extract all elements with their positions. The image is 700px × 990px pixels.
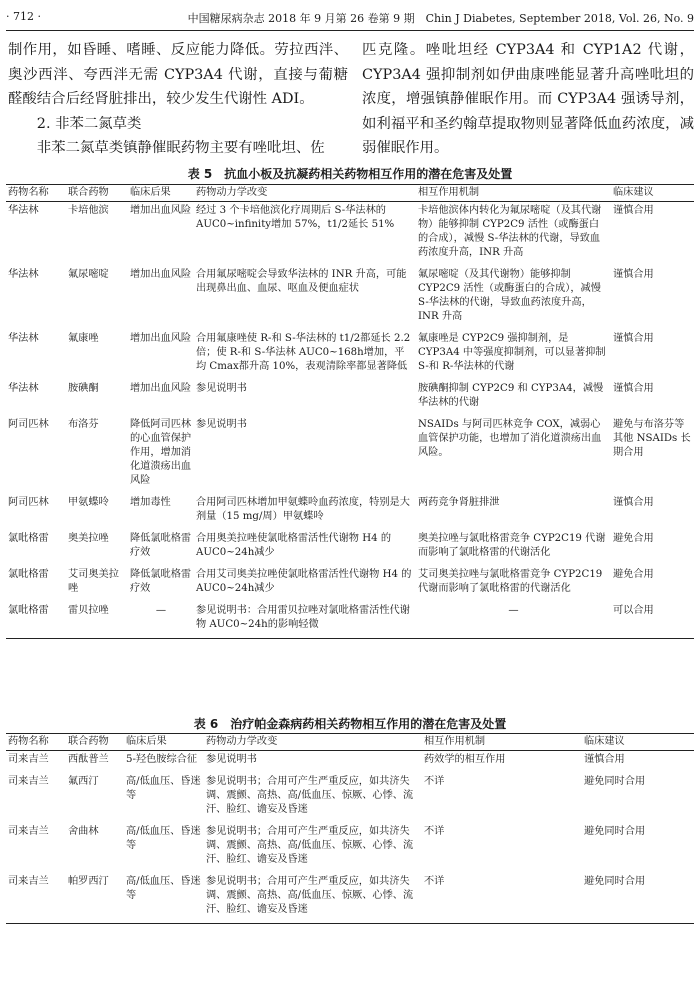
table-cell: 参见说明书；合用可产生严重反应，如共济失调、震颤、高热、高/低血压、惊厥、心悸、流汗、脸红、谵妄及昏迷	[206, 826, 414, 865]
table-cell: 高/低血压、昏迷等	[126, 826, 201, 851]
column-header: 药物动力学改变	[194, 185, 416, 202]
table-cell: 经过 3 个卡培他滨化疗周期后 S-华法林的 AUC0~infinity增加 57%，t1/2延长 51%	[196, 205, 395, 230]
table-cell: 避免合用	[613, 533, 654, 544]
table-row	[6, 380, 694, 416]
table-cell: 司来吉兰	[8, 826, 49, 837]
table-cell: —	[416, 602, 611, 639]
table-cell: 合用氟尿嘧啶会导致华法林的 INR 升高，可能出现鼻出血、血尿、呕血及便血症状	[196, 269, 407, 294]
table-cell: 谨慎合用	[613, 269, 654, 280]
table-cell: 奥美拉唑与氯吡格雷竞争 CYP2C19 代谢而影响了氯吡格雷的代谢活化	[418, 533, 606, 558]
table-cell: 避免同时合用	[584, 776, 646, 787]
table-cell: 谨慎合用	[613, 497, 654, 508]
table-row	[6, 751, 694, 774]
column-header: 临床建议	[611, 185, 694, 202]
table-cell: 氟尿嘧啶（及其代谢物）能够抑制 CYP2C9 活性（或酶蛋白的合成），减慢 S-华法林的代谢，导致血药浓度升高，INR 升高	[418, 269, 601, 322]
page-number: · 712 ·	[6, 10, 41, 23]
table-cell: 可以合用	[611, 602, 694, 639]
table-row	[6, 566, 694, 602]
table-cell: 阿司匹林	[8, 419, 49, 430]
journal-title: 中国糖尿病杂志 2018 年 9 月第 26 卷第 9 期 Chin J Diabetes, September 2018, Vol. 26, No. 9	[187, 12, 694, 25]
table-cell: 司来吉兰	[8, 776, 49, 787]
table-cell: 胺碘酮	[68, 383, 99, 394]
table-cell: 避免与布洛芬等其他 NSAIDs 长期合用	[613, 419, 691, 458]
table-cell: 合用阿司匹林增加甲氨蝶呤血药浓度，特别是大剂量（15 mg/周）甲氨蝶呤	[196, 497, 410, 522]
table-cell: 西酞普兰	[68, 754, 109, 765]
table-row	[6, 602, 694, 639]
table-cell: 甲氨蝶呤	[68, 497, 109, 508]
table-cell: 降低氯吡格雷疗效	[130, 533, 192, 558]
table-cell: 不详	[424, 826, 445, 837]
table-cell: 氟康唑是 CYP2C9 强抑制剂，是 CYP3A4 中等强度抑制剂，可以显著抑制 S-和 R-华法林的代谢	[418, 333, 606, 372]
column-header: 临床后果	[128, 185, 194, 202]
table5-header-row	[6, 185, 694, 202]
table-row	[6, 530, 694, 566]
table-cell: 高/低血压、昏迷等	[124, 873, 204, 924]
table-cell: 不详	[422, 873, 582, 924]
left-column	[8, 38, 348, 161]
left-paragraph-2: 非苯二氮草类镇静催眠药物主要有唑吡坦、佐	[36, 140, 325, 156]
column-header: 联合药物	[66, 734, 124, 751]
column-header: 相互作用机制	[416, 185, 611, 202]
column-header: 相互作用机制	[422, 734, 582, 751]
table-cell: 增加出血风险	[130, 383, 192, 394]
table5-title: 表 5 抗血小板及抗凝药相关药物相互作用的潜在危害及处置	[187, 167, 513, 181]
table-cell: 增加出血风险	[130, 333, 192, 344]
table-cell: 华法林	[8, 205, 39, 216]
column-header: 药物动力学改变	[204, 734, 422, 751]
table-5	[6, 184, 694, 639]
table-6	[6, 733, 694, 924]
table-row	[6, 330, 694, 380]
table-cell: 氯吡格雷	[8, 533, 49, 544]
table-cell: 合用艾司奥美拉唑使氯吡格雷活性代谢物 H4 的 AUC0~24h减少	[196, 569, 412, 594]
table-cell: 谨慎合用	[613, 333, 654, 344]
table-cell: 氯吡格雷	[8, 569, 49, 580]
table-cell: 华法林	[8, 333, 39, 344]
table-cell: 参见说明书：合用雷贝拉唑对氯吡格雷活性代谢物 AUC0~24h的影响轻微	[194, 602, 416, 639]
table-cell: 帕罗西汀	[66, 873, 124, 924]
table-cell: 参见说明书	[206, 754, 257, 765]
table-cell: 高/低血压、昏迷等	[126, 776, 201, 801]
column-header: 临床后果	[124, 734, 204, 751]
right-column	[362, 38, 694, 161]
table-cell: 卡培他滨体内转化为氟尿嘧啶（及其代谢物）能够抑制 CYP2C9 活性（或酶蛋白的合成），减慢 S-华法林的代谢，导致血药浓度升高，INR 升高	[418, 205, 602, 258]
table-row	[6, 266, 694, 330]
table-cell: 艾司奥美拉唑与氯吡格雷竞争 CYP2C19 代谢而影响了氯吡格雷的代谢活化	[418, 569, 603, 594]
table-cell: 避免同时合用	[584, 826, 646, 837]
table-cell: 谨慎合用	[613, 205, 654, 216]
table-row	[6, 873, 694, 924]
column-header: 药物名称	[6, 185, 66, 202]
table-cell: NSAIDs 与阿司匹林竞争 COX，减弱心血管保护功能，也增加了消化道溃疡出血风险。	[418, 419, 602, 458]
table-cell: 舍曲林	[68, 826, 99, 837]
table6-title: 表 6 治疗帕金森病药相关药物相互作用的潜在危害及处置	[193, 717, 507, 731]
table-cell: 降低氯吡格雷疗效	[130, 569, 192, 594]
right-paragraph: 匹克隆。唑吡坦经 CYP3A4 和 CYP1A2 代谢，CYP3A4 强抑制剂如伊曲康唑能显著升高唑吡坦的浓度，增强镇静催眠作用。而 CYP3A4 强诱导剂，如利福平和圣约翰草提取物则显著降低血药浓度，减弱催眠作用。	[362, 42, 694, 156]
table-cell: 卡培他滨	[68, 205, 109, 216]
table-row	[6, 823, 694, 873]
table-cell: 避免同时合用	[582, 873, 694, 924]
table-cell: 增加毒性	[130, 497, 171, 508]
table-cell: 两药竞争肾脏排泄	[418, 497, 500, 508]
table-cell: 降低阿司匹林的心血管保护作用，增加消化道溃疡出血风险	[130, 419, 192, 486]
table-row	[6, 202, 694, 267]
table-cell: 氯吡格雷	[6, 602, 66, 639]
column-header: 临床建议	[582, 734, 694, 751]
table-cell: 参见说明书；合用可产生严重反应，如共济失调、震颤、高热、高/低血压、惊厥、心悸、流汗、脸红、谵妄及昏迷	[204, 873, 422, 924]
table-cell: 胺碘酮抑制 CYP2C9 和 CYP3A4，减慢华法林的代谢	[418, 383, 604, 408]
table-cell: 参见说明书；合用可产生严重反应，如共济失调、震颤、高热、高/低血压、惊厥、心悸、流汗、脸红、谵妄及昏迷	[206, 776, 414, 815]
table6-header-row	[6, 734, 694, 751]
table-cell: 奥美拉唑	[68, 533, 109, 544]
table-cell: 参见说明书	[196, 419, 247, 430]
table-row	[6, 494, 694, 530]
table-cell: 阿司匹林	[8, 497, 49, 508]
table-cell: 增加出血风险	[130, 205, 192, 216]
table-cell: 合用氟康唑使 R-和 S-华法林的 t1/2都延长 2.2 倍；使 R-和 S-华法林 AUC0~168h增加，平均 Cmax都升高 10%，表观清除率都显著降低	[196, 333, 411, 372]
table-cell: 华法林	[8, 383, 39, 394]
table-cell: 司来吉兰	[8, 754, 49, 765]
running-header	[6, 10, 694, 26]
table-cell: 华法林	[8, 269, 39, 280]
section-heading: 2. 非苯二氮草类	[36, 115, 142, 132]
table-cell: 司来吉兰	[6, 873, 66, 924]
table-cell: 氟尿嘧啶	[68, 269, 109, 280]
table-cell: 布洛芬	[68, 419, 99, 430]
table-cell: 不详	[424, 776, 445, 787]
table-cell: 药效学的相互作用	[424, 754, 506, 765]
header-rule	[6, 30, 694, 31]
table-cell: 避免合用	[613, 569, 654, 580]
table-row	[6, 416, 694, 494]
table-cell: 氟西汀	[68, 776, 99, 787]
table-cell: 增加出血风险	[130, 269, 192, 280]
table-cell: 氟康唑	[68, 333, 99, 344]
table-cell: 参见说明书	[196, 383, 247, 394]
table-cell: —	[128, 602, 194, 639]
column-header: 药物名称	[6, 734, 66, 751]
table-cell: 艾司奥美拉唑	[68, 569, 119, 594]
table-cell: 5-羟色胺综合征	[126, 754, 198, 765]
left-paragraph-1: 制作用，如昏睡、嗜睡、反应能力降低。劳拉西泮、奥沙西泮、夸西泮无需 CYP3A4 代谢，直接与葡糖醛酸结合后经肾脏排出，较少发生代谢性 ADI。	[8, 42, 348, 107]
table-cell: 谨慎合用	[584, 754, 625, 765]
column-header: 联合药物	[66, 185, 128, 202]
table-cell: 雷贝拉唑	[66, 602, 128, 639]
table-row	[6, 773, 694, 823]
table-cell: 合用奥美拉唑使氯吡格雷活性代谢物 H4 的 AUC0~24h减少	[196, 533, 392, 558]
table-cell: 谨慎合用	[613, 383, 654, 394]
